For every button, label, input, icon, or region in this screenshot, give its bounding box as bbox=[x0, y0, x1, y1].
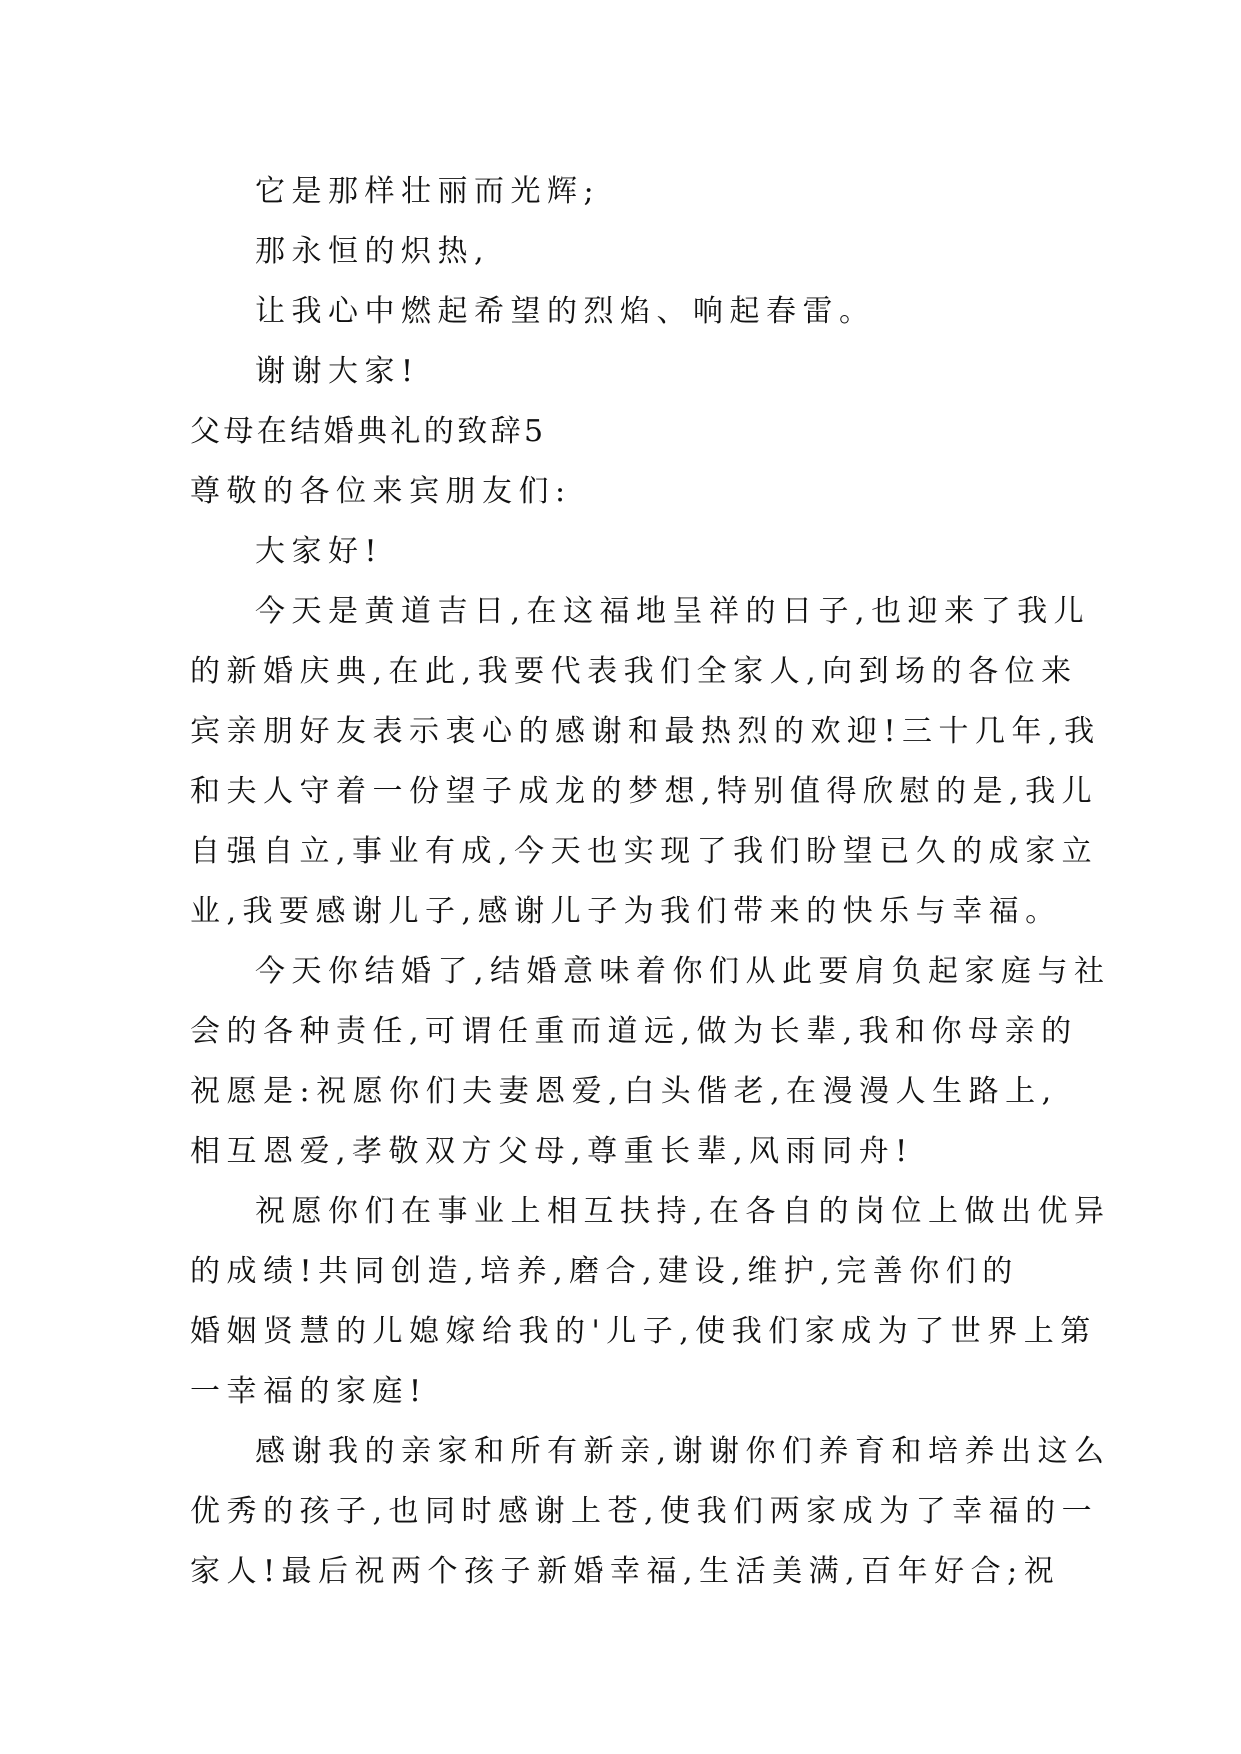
paragraph-line: 婚姻贤慧的儿媳嫁给我的'儿子,使我们家成为了世界上第 bbox=[190, 1314, 1097, 1349]
closing-thanks: 谢谢大家! bbox=[255, 354, 420, 389]
paragraph-line: 一幸福的家庭! bbox=[190, 1374, 428, 1409]
paragraph-line: 的成绩!共同创造,培养,磨合,建设,维护,完善你们的 bbox=[190, 1254, 1019, 1289]
poem-line: 那永恒的炽热, bbox=[255, 234, 491, 269]
paragraph-line: 宾亲朋好友表示衷心的感谢和最热烈的欢迎!三十几年,我 bbox=[190, 714, 1101, 749]
section-title: 父母在结婚典礼的致辞5 bbox=[190, 414, 547, 449]
paragraph-line: 业,我要感谢儿子,感谢儿子为我们带来的快乐与幸福。 bbox=[190, 894, 1062, 929]
greeting: 大家好! bbox=[255, 534, 384, 569]
paragraph-line: 祝愿是:祝愿你们夫妻恩爱,白头偕老,在漫漫人生路上, bbox=[190, 1074, 1058, 1109]
paragraph-line: 和夫人守着一份望子成龙的梦想,特别值得欣慰的是,我儿 bbox=[190, 774, 1099, 809]
paragraph-line: 家人!最后祝两个孩子新婚幸福,生活美满,百年好合;祝 bbox=[190, 1554, 1061, 1589]
paragraph-line: 相互恩爱,孝敬双方父母,尊重长辈,风雨同舟! bbox=[190, 1134, 914, 1169]
paragraph-line: 自强自立,事业有成,今天也实现了我们盼望已久的成家立 bbox=[190, 834, 1099, 869]
poem-line: 它是那样壮丽而光辉; bbox=[255, 174, 601, 209]
paragraph-line: 的新婚庆典,在此,我要代表我们全家人,向到场的各位来 bbox=[190, 654, 1078, 689]
poem-line: 让我心中燃起希望的烈焰、响起春雷。 bbox=[255, 294, 876, 329]
salutation: 尊敬的各位来宾朋友们: bbox=[190, 474, 572, 509]
paragraph-line: 会的各种责任,可谓任重而道远,做为长辈,我和你母亲的 bbox=[190, 1014, 1078, 1049]
paragraph-line: 优秀的孩子,也同时感谢上苍,使我们两家成为了幸福的一 bbox=[190, 1494, 1099, 1529]
paragraph-line: 祝愿你们在事业上相互扶持,在各自的岗位上做出优异 bbox=[255, 1194, 1111, 1229]
paragraph-line: 今天你结婚了,结婚意味着你们从此要肩负起家庭与社 bbox=[255, 954, 1111, 989]
document-body bbox=[190, 162, 1111, 1602]
paragraph-line: 感谢我的亲家和所有新亲,谢谢你们养育和培养出这么 bbox=[255, 1434, 1111, 1469]
paragraph-line: 今天是黄道吉日,在这福地呈祥的日子,也迎来了我儿 bbox=[255, 594, 1091, 629]
